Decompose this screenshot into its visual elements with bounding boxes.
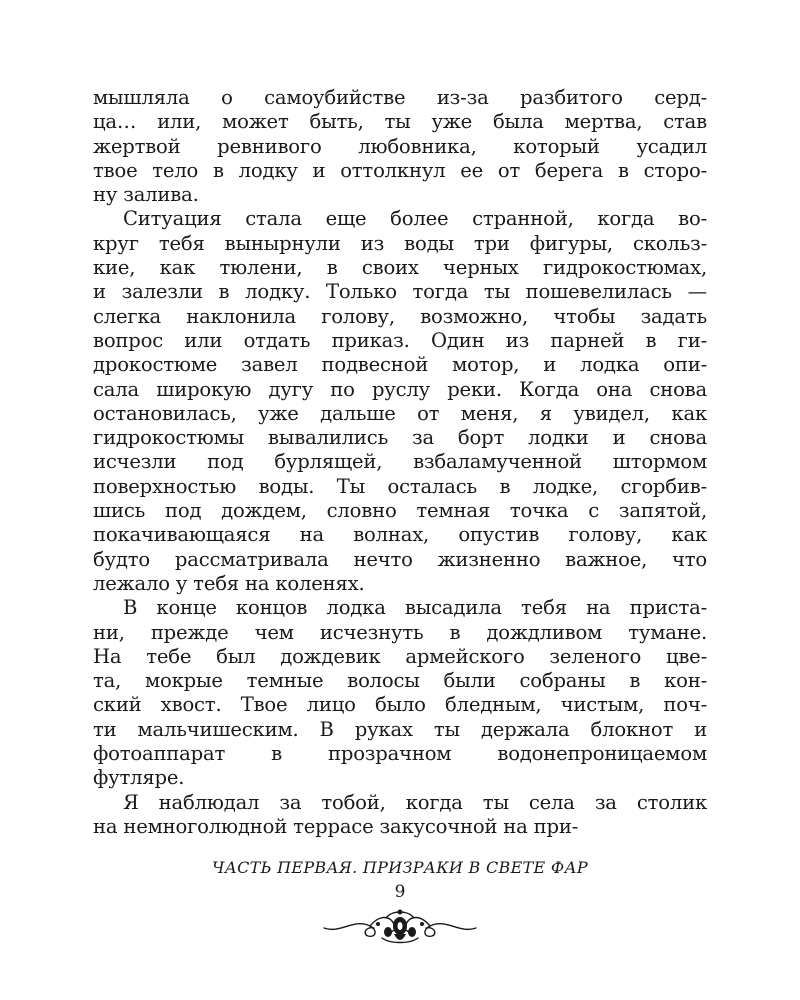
text-line: покачивающаяся на волнах, опустив голову, как [93,523,707,547]
text-line: гидрокостюмы вывалились за борт лодки и снова [93,426,707,450]
page-number: 9 [394,882,406,902]
text-line: сала широкую дугу по руслу реки. Когда она снова [93,377,707,401]
text-line: Я наблюдал за тобой, когда ты села за столик [123,790,707,814]
text-line: ни, прежде чем исчезнуть в дождливом тумане. [93,620,707,644]
text-line: шись под дождем, словно темная точка с запятой, [93,499,707,523]
text-line: кие, как тюлени, в своих черных гидрокостюмах, [93,256,707,280]
text-line: Ситуация стала еще более странной, когда во- [123,207,707,231]
text-line: остановилась, уже дальше от меня, я увидел, как [93,401,707,425]
text-line: В конце концов лодка высадила тебя на приста- [123,596,707,620]
text-line: твое тело в лодку и оттолкнул ее от берега в сторо- [93,158,707,182]
text-line: ца… или, может быть, ты уже была мертва, став [93,110,707,134]
text-line: ти мальчишеским. В руках ты держала блокнот и [93,717,707,741]
text-line: та, мокрые темные волосы были собраны в кон- [93,669,707,693]
text-line: мышляла о самоубийстве из-за разбитого серд- [93,86,707,109]
text-line: поверхностью воды. Ты осталась в лодке, сгорбив- [93,474,707,498]
text-line: дрокостюме завел подвесной мотор, и лодка опи- [93,353,707,377]
text-line: и залезли в лодку. Только тогда ты пошевелилась — [93,280,707,304]
body-text [93,86,707,839]
text-line: исчезли под бурлящей, взбаламученной штормом [93,450,707,474]
text-line: лежало у тебя на коленях. [93,571,365,595]
running-title: ЧАСТЬ ПЕРВАЯ. ПРИЗРАКИ В СВЕТЕ ФАР [212,858,588,877]
text-line: круг тебя вынырнули из воды три фигуры, скольз- [93,231,707,255]
text-line: ский хвост. Твое лицо было бледным, чистым, поч- [93,693,707,717]
decorative-flourish-icon [320,904,480,948]
text-line: ну залива. [93,183,199,207]
text-line: На тебе был дождевик армейского зеленого цве- [93,644,707,668]
text-line: будто рассматривала нечто жизненно важное, что [93,547,707,571]
text-line: жертвой ревнивого любовника, который усадил [93,134,707,158]
text-line: слегка наклонила голову, возможно, чтобы задать [93,304,707,328]
text-line: вопрос или отдать приказ. Один из парней в ги- [93,328,707,352]
text-line: на немноголюдной террасе закусочной на при- [93,814,579,838]
text-line: фотоаппарат в прозрачном водонепроницаемом [93,742,707,766]
text-line: футляре. [93,766,185,790]
